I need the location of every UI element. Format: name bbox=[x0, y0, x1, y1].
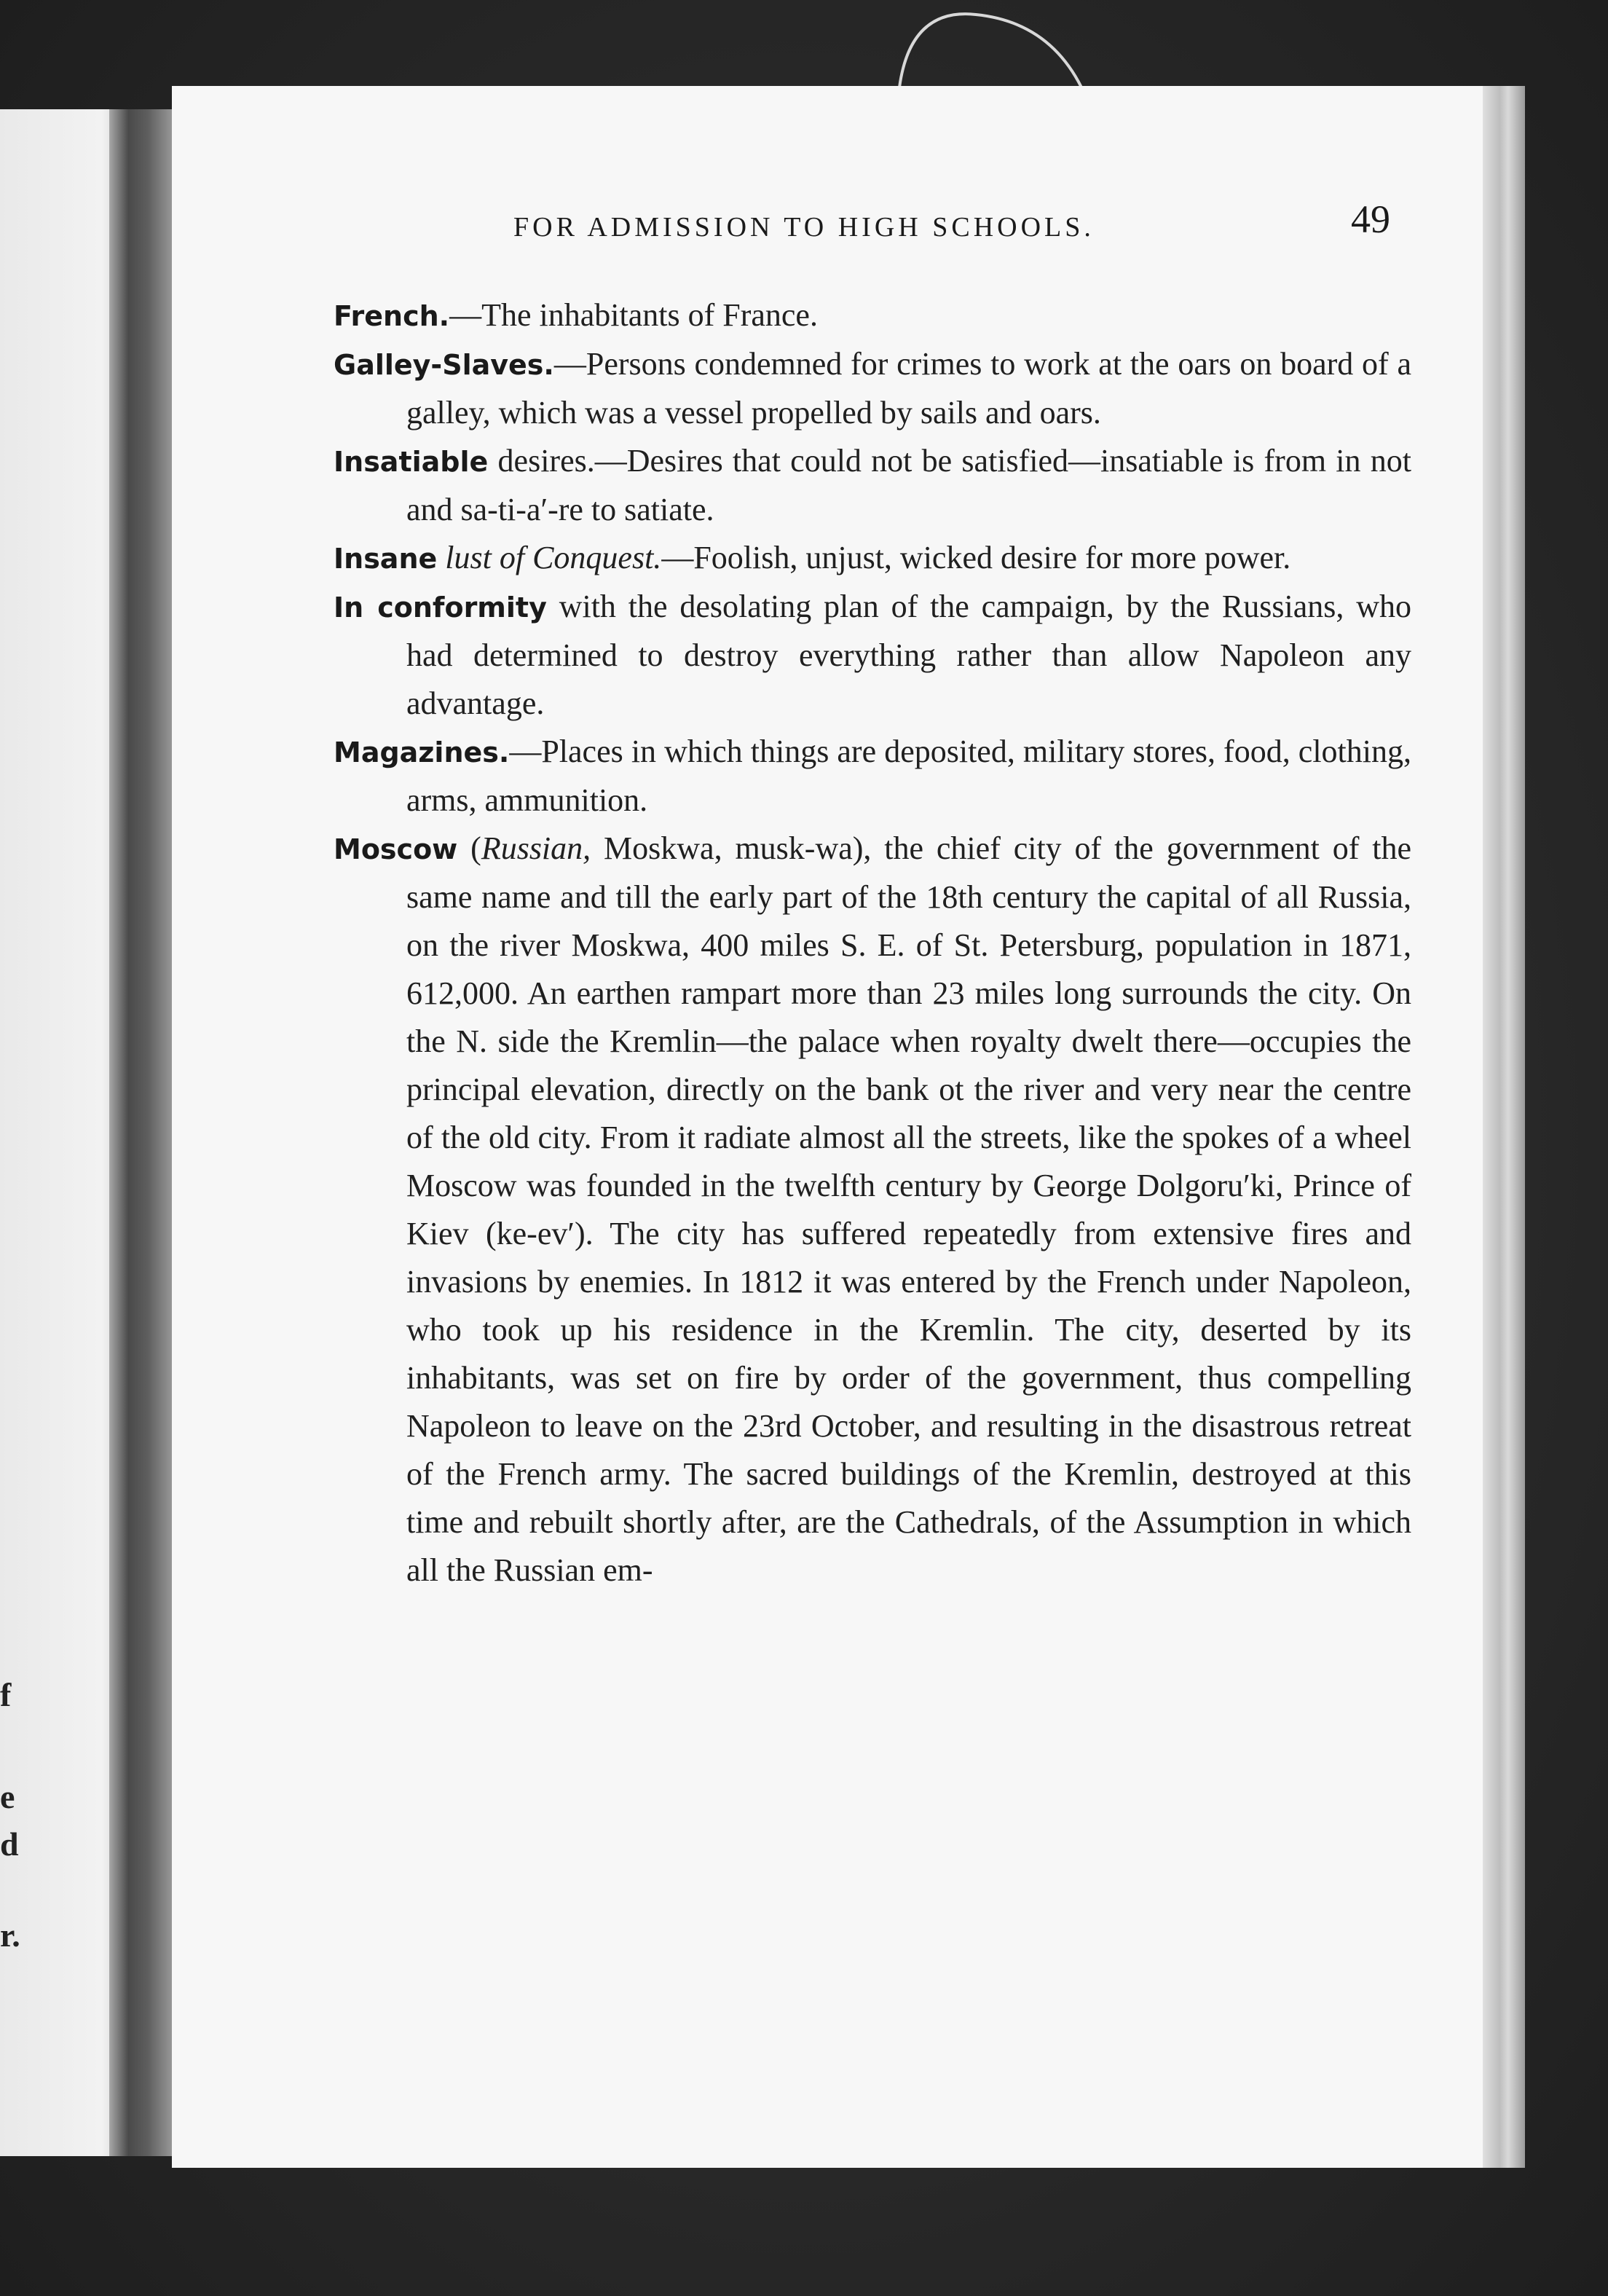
glossary-entry-magazines bbox=[334, 728, 1411, 825]
glossary-entry-galley-slaves bbox=[334, 340, 1411, 437]
glossary-entry-french bbox=[334, 291, 1411, 340]
glossary-entry-insatiable bbox=[334, 437, 1411, 534]
glossary-entry-insane bbox=[334, 534, 1411, 583]
left-page-fragment: r. bbox=[0, 1916, 20, 1954]
running-head: FOR ADMISSION TO HIGH SCHOOLS. bbox=[513, 212, 1095, 243]
entry-definition: —Persons condemned for crimes to work at the oars on board of a galley, which was a vessel propelled by sails and oars. bbox=[406, 346, 1411, 430]
entry-definition: —The inhabitants of France. bbox=[449, 297, 818, 333]
entry-definition: —Foolish, unjust, wicked desire for more power. bbox=[661, 540, 1291, 575]
page-number: 49 bbox=[1351, 197, 1390, 241]
glossary-text bbox=[334, 291, 1411, 1595]
entry-term: In conformity bbox=[334, 591, 547, 624]
entry-term: Magazines. bbox=[334, 736, 510, 768]
entry-term: Insane bbox=[334, 543, 438, 575]
page-edge bbox=[1483, 86, 1525, 2168]
entry-definition: with the desolating plan of the campaign, by the Russians, who had determined to destroy everything rather than allow Napoleon any advantage. bbox=[406, 589, 1412, 721]
entry-definition: Moskwa, musk-wa), the chief city of the government of the same name and till the early part of the 18th century the capital of all Russia, on the river Moskwa, 400 miles S. E. of St. Petersburg, population in 1871, 612,000. An earthen rampart more than 23 miles long surrounds the city. On the N. side the Kremlin—the palace when royalty dwelt there—occupies the principal elevation, directly on the bank ot the river and very near the centre of the old city. From it radiate almost all the streets, like the spokes of a wheel Moscow was founded in the twelfth century by George Dolgoru′ki, Prince of Kiev (ke-ev′). The city has suffered repeatedly from extensive fires and invasions by enemies. In 1812 it was entered by the French under Napoleon, who took up his residence in the Kremlin. The city, deserted by its inhabitants, was set on fire by order of the government, thus compelling Napoleon to leave on the 23rd October, and resulting in the disastrous retreat of the French army. The sacred buildings of the Kremlin, destroyed at this time and rebuilt shortly after, are the Cathedrals, of the Assumption in which all the Russian em- bbox=[406, 830, 1411, 1588]
glossary-entry-in-conformity bbox=[334, 583, 1411, 728]
entry-definition: —Places in which things are deposited, military stores, food, clothing, arms, ammunition. bbox=[406, 734, 1411, 818]
entry-definition: desires.—Desires that could not be satisfied—insatiable is from in not and sa-ti-a′-re to satiate. bbox=[406, 443, 1411, 527]
book-binding-arc bbox=[896, 0, 1085, 87]
entry-term: Insatiable bbox=[334, 446, 489, 478]
left-page-fragment: e bbox=[0, 1778, 15, 1815]
book-gutter bbox=[109, 109, 173, 2156]
left-page-edge bbox=[0, 109, 127, 2156]
left-page-fragment: f bbox=[0, 1676, 12, 1713]
entry-paren: ( bbox=[457, 830, 481, 866]
entry-term: Galley-Slaves. bbox=[334, 349, 554, 381]
entry-term: Moscow bbox=[334, 833, 458, 865]
entry-italic-phrase: lust of Conquest. bbox=[437, 540, 662, 575]
left-page-fragment: d bbox=[0, 1825, 19, 1863]
glossary-entry-moscow bbox=[334, 825, 1411, 1595]
entry-term: French. bbox=[334, 300, 450, 332]
entry-italic-phrase: Russian, bbox=[481, 830, 591, 866]
